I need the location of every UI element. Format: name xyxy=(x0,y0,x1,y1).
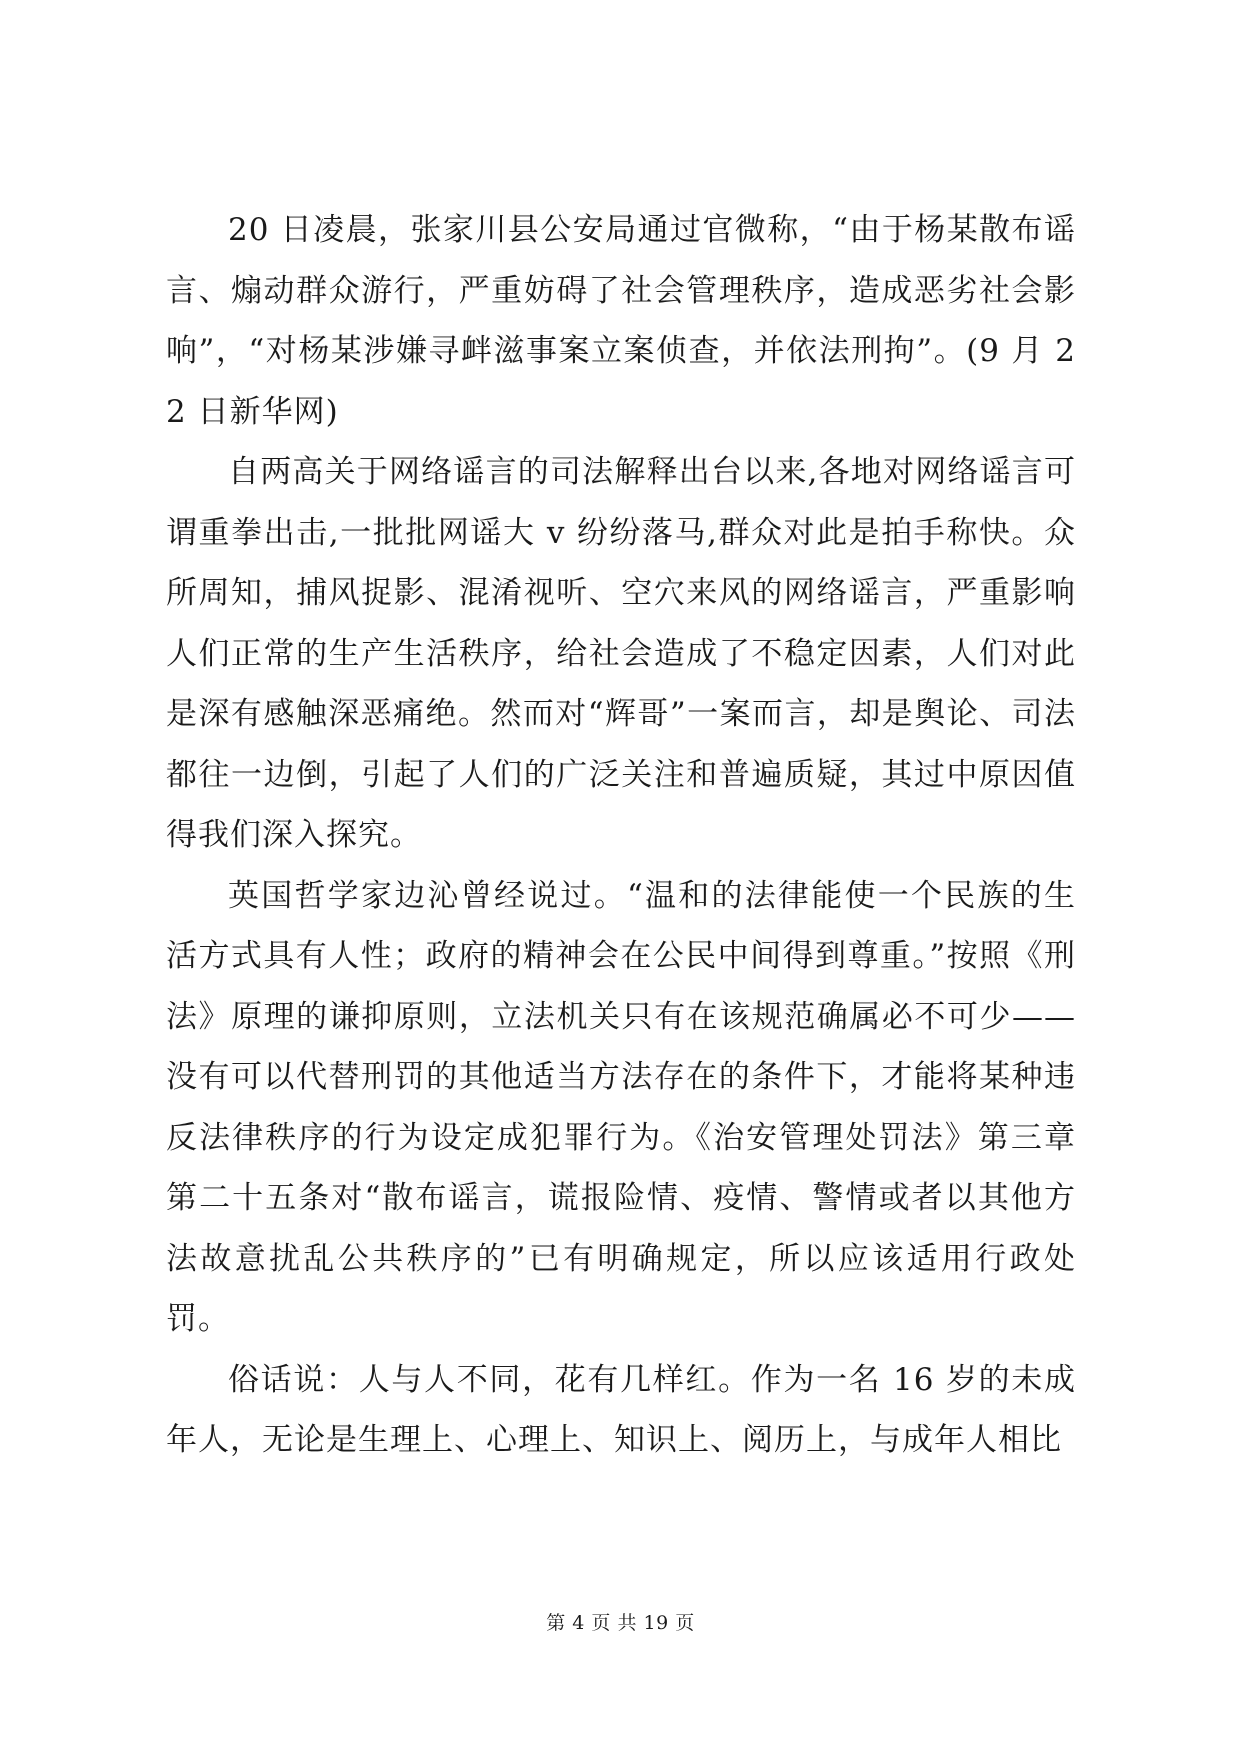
page-number: 第 4 页 共 19 页 xyxy=(546,1612,695,1634)
paragraph-2: 自两高关于网络谣言的司法解释出台以来,各地对网络谣言可谓重拳出击,一批批网谣大 v 纷纷落马,群众对此是拍手称快。众所周知，捕风捉影、混淆视听、空穴来风的网络谣言，严重影响人们正常的生产生活秩序，给社会造成了不稳定因素，人们对此是深有感触深恶痛绝。然而对“辉哥”一案而言，却是舆论、司法都往一边倒，引起了人们的广泛关注和普遍质疑，其过中原因值得我们深入探究。 xyxy=(166,454,1076,853)
paragraph-3: 英国哲学家边沁曾经说过。“温和的法律能使一个民族的生活方式具有人性；政府的精神会在公民中间得到尊重。”按照《刑法》原理的谦抑原则，立法机关只有在该规范确属必不可少——没有可以代替刑罚的其他适当方法存在的条件下，才能将某种违反法律秩序的行为设定成犯罪行为。《治安管理处罚法》第三章第二十五条对“散布谣言，谎报险情、疫情、警情或者以其他方法故意扰乱公共秩序的”已有明确规定，所以应该适用行政处罚。 xyxy=(166,877,1076,1337)
page-footer xyxy=(0,1608,1241,1635)
paragraph-1: 20 日凌晨，张家川县公安局通过官微称，“由于杨某散布谣言、煽动群众游行，严重妨碍了社会管理秩序，造成恶劣社会影响”，“对杨某涉嫌寻衅滋事案立案侦查，并依法刑拘”。(9 月 22 日新华网) xyxy=(166,212,1076,430)
paragraph-4: 俗话说：人与人不同，花有几样红。作为一名 16 岁的未成年人，无论是生理上、心理上、知识上、阅历上，与成年人相比 xyxy=(166,1361,1076,1458)
document-body xyxy=(166,200,1076,1471)
